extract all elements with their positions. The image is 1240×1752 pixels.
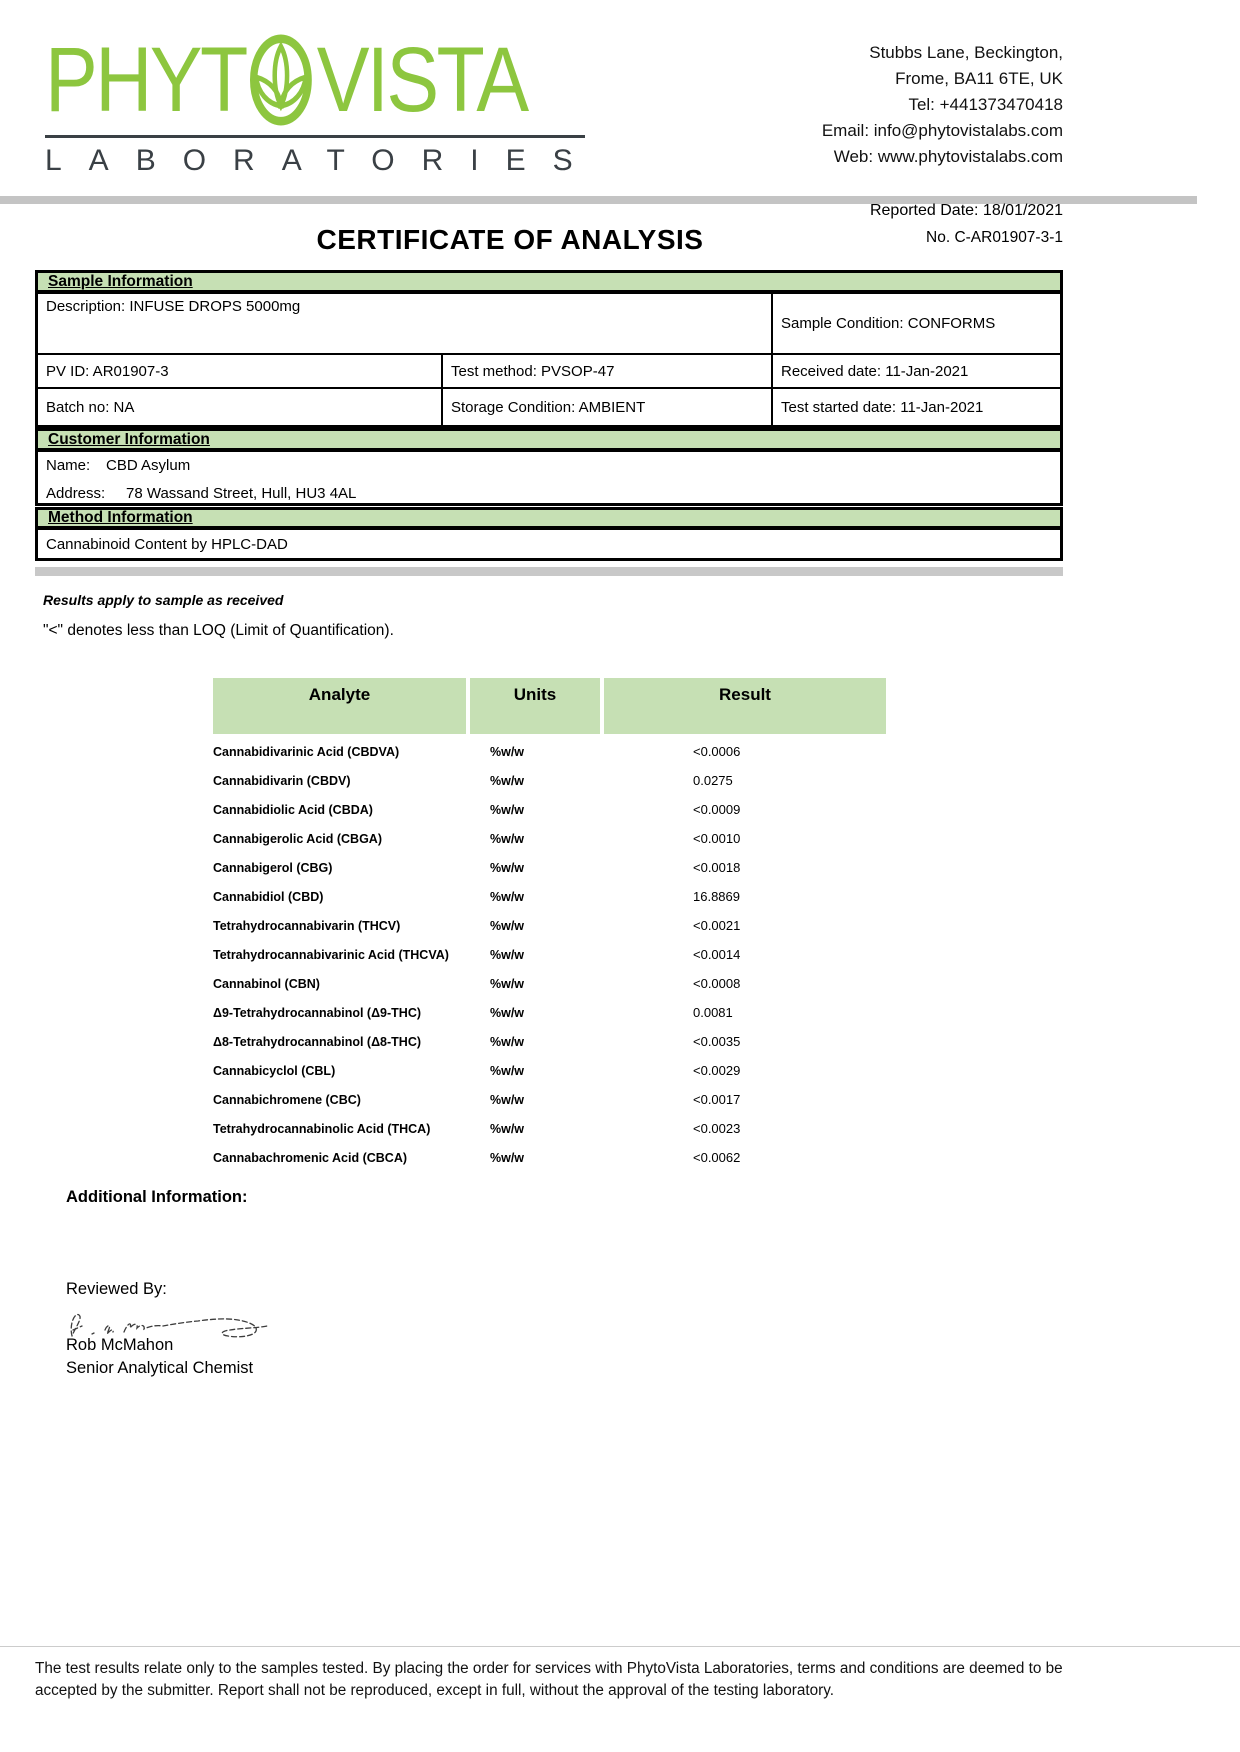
contact-tel: Tel: +441373470418 (908, 95, 1063, 114)
test-started-date-cell: Test started date: 11-Jan-2021 (781, 398, 984, 416)
results-received-note: Results apply to sample as received (43, 592, 284, 608)
logo-text-left: PHYT (45, 29, 246, 131)
page-title: CERTIFICATE OF ANALYSIS (316, 224, 704, 255)
table-row (213, 1056, 886, 1085)
analyte-cell: Cannabidivarinic Acid (CBDVA) (213, 744, 400, 759)
lab-contact-block (822, 40, 1063, 170)
analyte-cell: Cannabidivarin (CBDV) (213, 773, 351, 788)
customer-address-row (46, 485, 1052, 502)
pv-id-cell: PV ID: AR01907-3 (38, 355, 443, 389)
table-row (213, 998, 886, 1027)
result-cell: <0.0029 (693, 1063, 741, 1078)
results-table-header (213, 678, 886, 734)
result-cell: 0.0275 (693, 773, 733, 788)
analyte-cell: Tetrahydrocannabinolic Acid (THCA) (213, 1121, 431, 1136)
footer-divider-rule (0, 1646, 1240, 1647)
logo-wordmark (45, 30, 527, 130)
units-cell: %w/w (490, 889, 525, 904)
table-row (213, 969, 886, 998)
table-row (213, 882, 886, 911)
sample-description-cell: Description: INFUSE DROPS 5000mg (38, 294, 773, 355)
units-cell: %w/w (490, 773, 525, 788)
result-cell: <0.0023 (693, 1121, 741, 1136)
phytovista-logo (45, 30, 605, 178)
analyte-cell: Cannabachromenic Acid (CBCA) (213, 1150, 408, 1165)
result-cell: 0.0081 (693, 1005, 733, 1020)
logo-divider (45, 135, 585, 138)
result-cell: <0.0006 (693, 744, 741, 759)
logo-subtitle: LABORATORIES (45, 144, 600, 177)
customer-address-label: Address: (46, 485, 106, 502)
table-row (213, 911, 886, 940)
sample-condition-cell: Sample Condition: CONFORMS (773, 294, 1060, 355)
result-cell: <0.0021 (693, 918, 741, 933)
result-cell: <0.0014 (693, 947, 741, 962)
result-column-header: Result (604, 678, 886, 734)
units-cell: %w/w (490, 947, 525, 962)
batch-no-cell: Batch no: NA (38, 389, 443, 425)
analyte-cell: Tetrahydrocannabivarinic Acid (THCVA) (213, 947, 449, 962)
result-cell: <0.0017 (693, 1092, 741, 1107)
table-row (213, 853, 886, 882)
units-cell: %w/w (490, 1005, 525, 1020)
units-cell: %w/w (490, 976, 525, 991)
contact-address-line1: Stubbs Lane, Beckington, (869, 43, 1063, 62)
analyte-cell: Cannabidiolic Acid (CBDA) (213, 802, 373, 817)
units-cell: %w/w (490, 860, 525, 875)
result-cell: <0.0018 (693, 860, 741, 875)
reported-date: Reported Date: 18/01/2021 (869, 202, 1063, 219)
loq-note: "<" denotes less than LOQ (Limit of Quantification). (43, 622, 394, 639)
units-cell: %w/w (490, 1092, 525, 1107)
table-row (213, 824, 886, 853)
units-cell: %w/w (490, 1121, 525, 1136)
received-date-cell: Received date: 11-Jan-2021 (773, 355, 1060, 389)
reviewer-name: Rob McMahon (66, 1336, 174, 1354)
units-cell: %w/w (490, 831, 525, 846)
method-name: Cannabinoid Content by HPLC-DAD (35, 527, 1063, 561)
table-row (213, 940, 886, 969)
result-cell: <0.0010 (693, 831, 741, 846)
reviewer-title: Senior Analytical Chemist (66, 1359, 254, 1377)
leaf-icon (247, 32, 315, 128)
analyte-cell: Cannabidiol (CBD) (213, 889, 324, 904)
table-row (213, 1114, 886, 1143)
units-column-header: Units (470, 678, 600, 734)
analyte-column-header: Analyte (213, 678, 466, 734)
table-row (213, 1085, 886, 1114)
analyte-cell: Cannabigerolic Acid (CBGA) (213, 831, 382, 846)
analyte-cell: Tetrahydrocannabivarin (THCV) (213, 918, 401, 933)
section-divider-rule (35, 567, 1063, 576)
result-cell: <0.0062 (693, 1150, 741, 1165)
analyte-cell: Δ8-Tetrahydrocannabinol (Δ8-THC) (213, 1034, 422, 1049)
result-cell: <0.0035 (693, 1034, 741, 1049)
analyte-cell: Cannabigerol (CBG) (213, 860, 333, 875)
customer-information-header: Customer Information (35, 428, 1063, 451)
test-method-cell: Test method: PVSOP-47 (443, 355, 773, 389)
results-table-rows (213, 737, 886, 1172)
table-row (213, 766, 886, 795)
table-row (213, 737, 886, 766)
customer-information-body (35, 449, 1063, 506)
customer-name-value: CBD Asylum (106, 457, 191, 474)
reviewed-by-label: Reviewed By: (66, 1280, 167, 1298)
result-cell: 16.8869 (693, 889, 740, 904)
analyte-cell: Cannabicyclol (CBL) (213, 1063, 336, 1078)
storage-condition-cell: Storage Condition: AMBIENT (443, 389, 773, 425)
table-row (213, 1027, 886, 1056)
analyte-cell: Cannabinol (CBN) (213, 976, 320, 991)
customer-name-label: Name: (46, 457, 91, 474)
certificate-number: No. C-AR01907-3-1 (926, 229, 1063, 246)
sample-information-header: Sample Information (35, 270, 1063, 293)
method-information-header: Method Information (35, 507, 1063, 529)
contact-web: Web: www.phytovistalabs.com (833, 147, 1063, 166)
footer-disclaimer: The test results relate only to the samples tested. By placing the order for services with PhytoVista Laboratories, terms and conditions are deemed to be accepted by the submitter. Report shall not be reproduced, except in full, without the approval of the testing laboratory. (35, 1660, 1063, 1699)
units-cell: %w/w (490, 802, 525, 817)
units-cell: %w/w (490, 918, 525, 933)
sample-information-table (35, 291, 1063, 428)
table-row (213, 795, 886, 824)
units-cell: %w/w (490, 744, 525, 759)
units-cell: %w/w (490, 1150, 525, 1165)
analyte-cell: Δ9-Tetrahydrocannabinol (Δ9-THC) (213, 1005, 422, 1020)
units-cell: %w/w (490, 1034, 525, 1049)
customer-name-row (46, 457, 1052, 474)
units-cell: %w/w (490, 1063, 525, 1078)
customer-address-value: 78 Wassand Street, Hull, HU3 4AL (126, 485, 357, 502)
contact-address-line2: Frome, BA11 6TE, UK (895, 69, 1063, 88)
result-cell: <0.0008 (693, 976, 741, 991)
additional-information-label: Additional Information: (66, 1188, 248, 1206)
analyte-cell: Cannabichromene (CBC) (213, 1092, 361, 1107)
logo-text-right: VISTA (316, 29, 527, 131)
table-row (213, 1143, 886, 1172)
contact-email: Email: info@phytovistalabs.com (821, 121, 1063, 140)
result-cell: <0.0009 (693, 802, 741, 817)
